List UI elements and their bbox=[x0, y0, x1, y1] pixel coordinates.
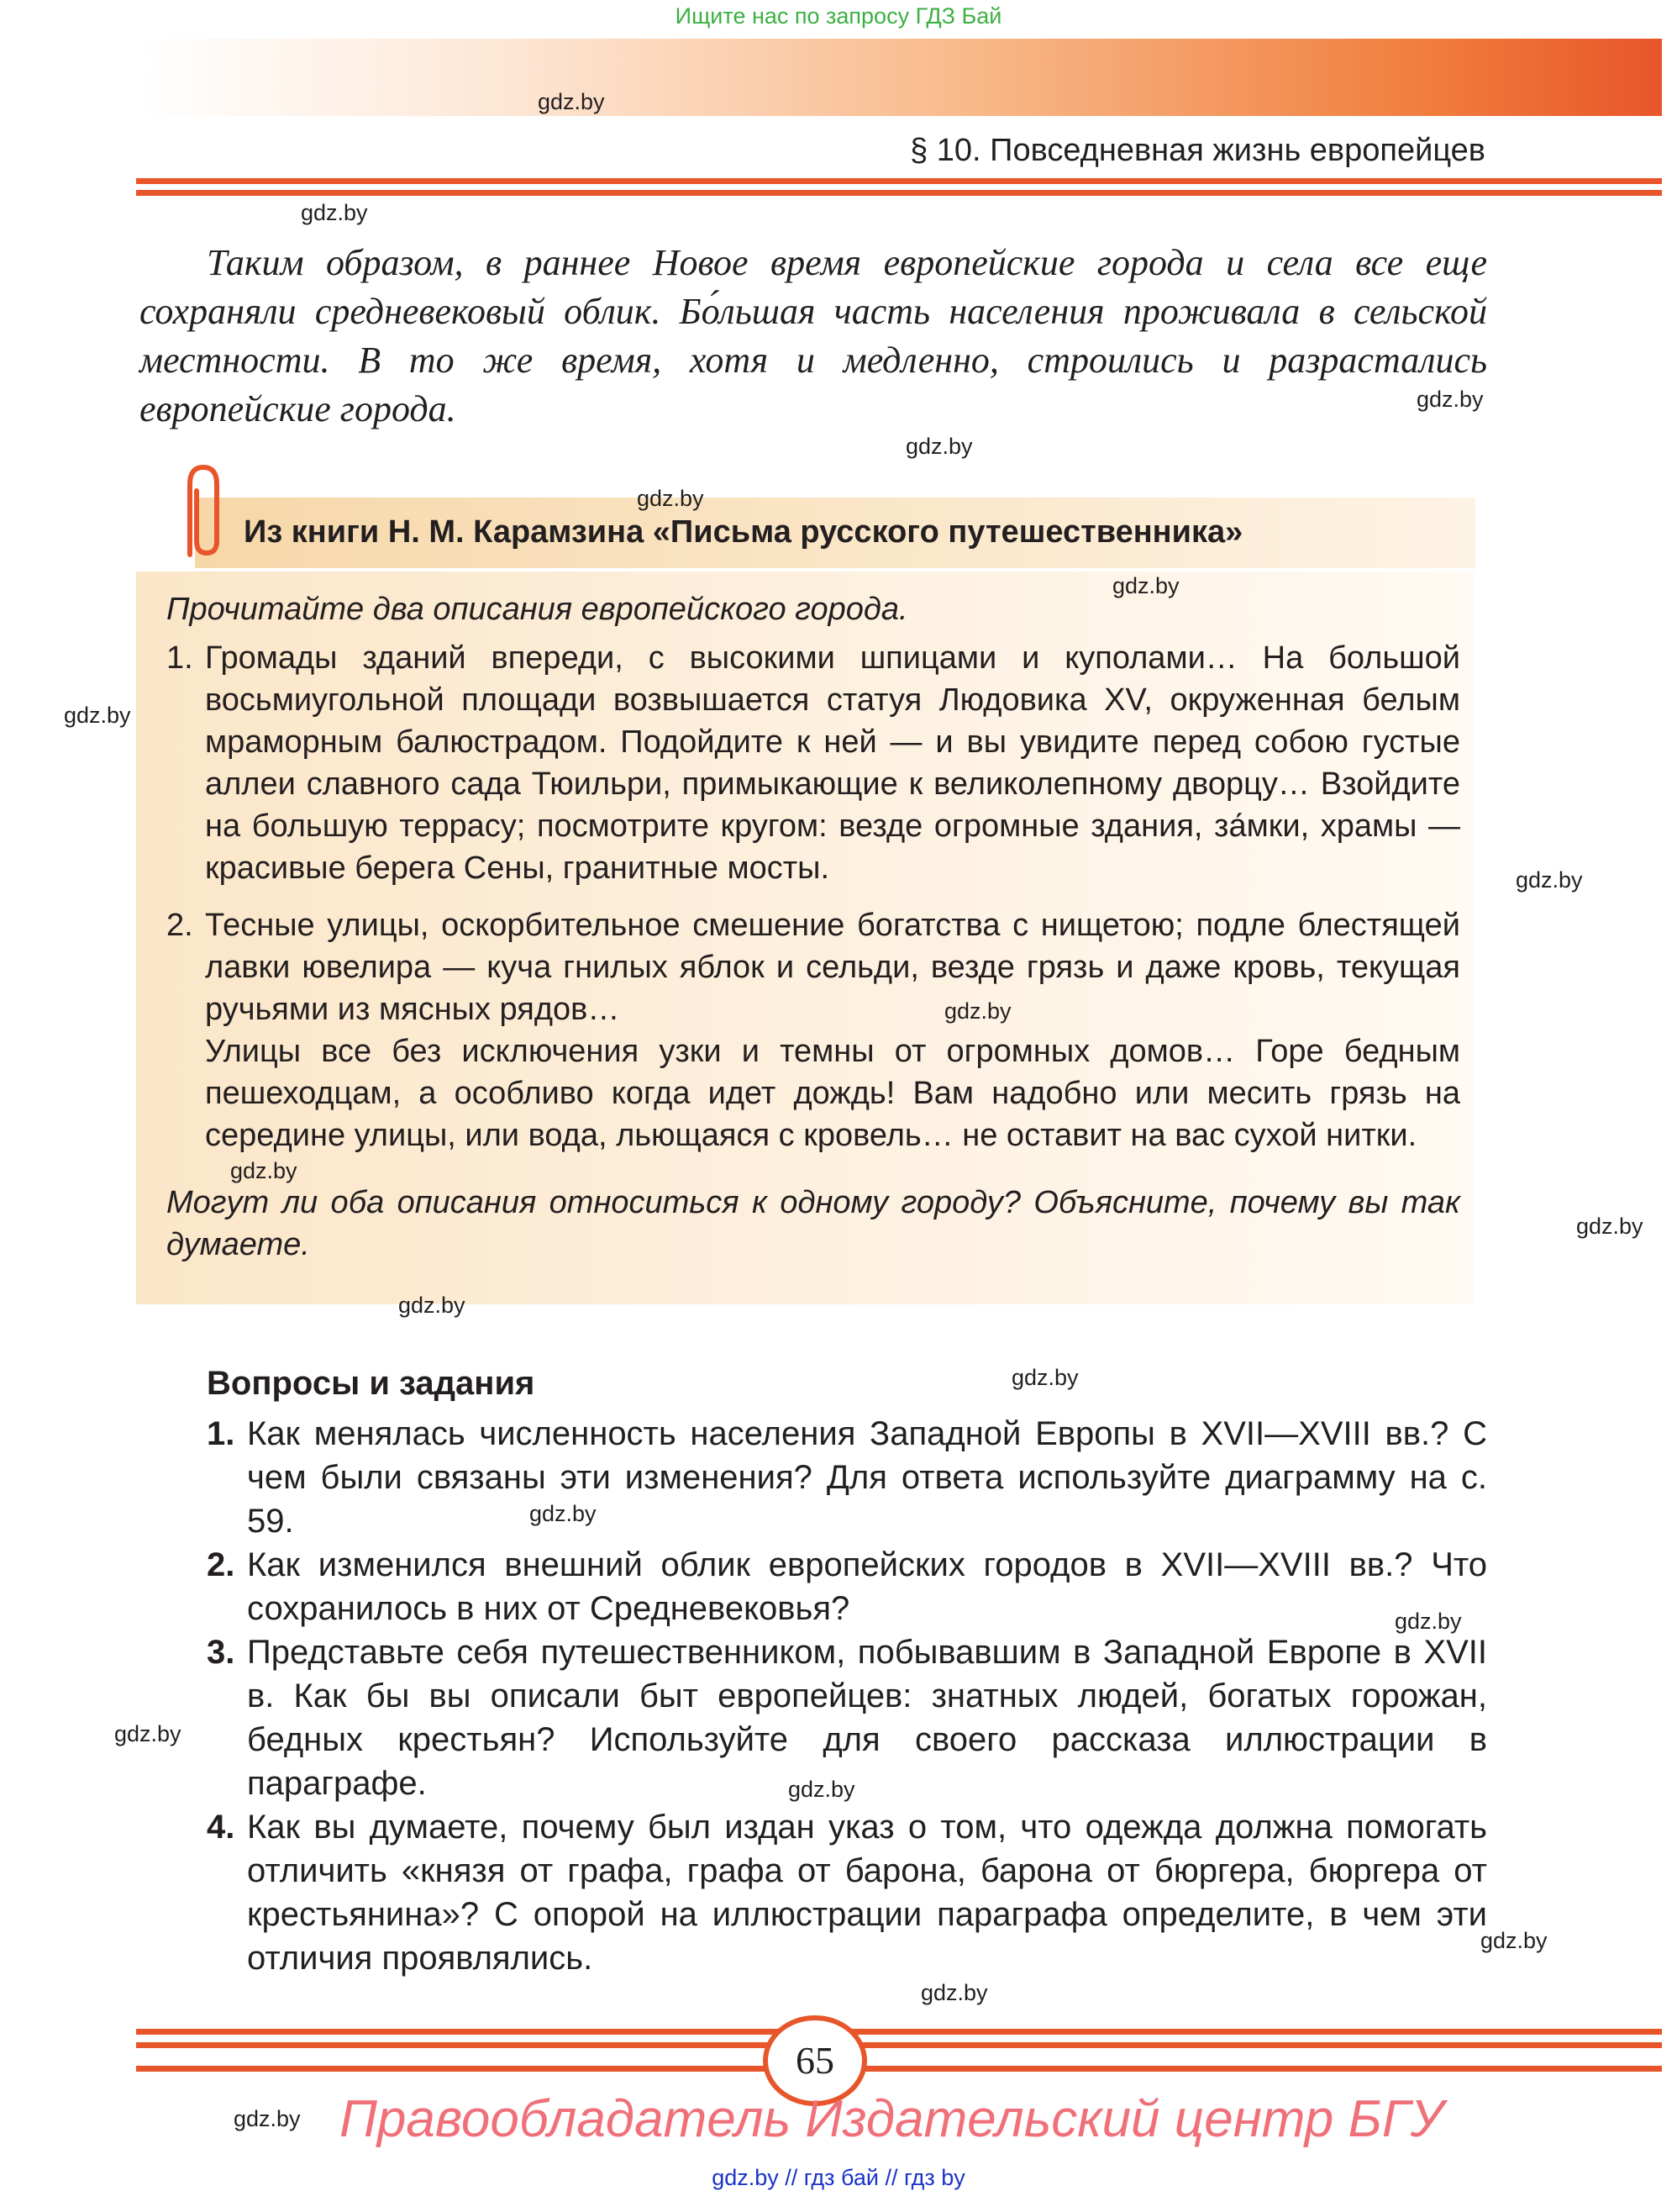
watermark: gdz.by bbox=[230, 1158, 297, 1183]
footer-rule bbox=[136, 2029, 1662, 2035]
page-header-title: § 10. Повседневная жизнь европейцев bbox=[910, 133, 1485, 168]
watermark: gdz.by bbox=[906, 434, 973, 459]
watermark: gdz.by bbox=[637, 486, 704, 511]
watermark: gdz.by bbox=[1480, 1928, 1548, 1953]
question-text: Как менялась численность населения Западной Европы в XVII—XVIII вв.? С чем были связаны эти изменения? Для ответа используйте диаграмму на с. 59. bbox=[247, 1415, 1487, 1540]
page-number: 65 bbox=[763, 2015, 867, 2106]
question-text: Как вы думаете, почему был издан указ о том, что одежда должна помогать отличить «князя от графа, графа от барона, барона от бюргера, бюргера от крестьянина»? С опорой на иллюстрации параграфа определите, в чем эти отличия проявлялись. bbox=[247, 1809, 1487, 1977]
questions-title: Вопросы и задания bbox=[207, 1365, 535, 1402]
question-number: 2. bbox=[207, 1546, 235, 1583]
watermark: gdz.by bbox=[944, 998, 1012, 1024]
watermark: gdz.by bbox=[1417, 387, 1484, 412]
watermark: gdz.by bbox=[529, 1501, 597, 1526]
top-search-link[interactable]: Ищите нас по запросу ГДЗ Бай bbox=[675, 3, 1002, 29]
question-number: 1. bbox=[207, 1415, 235, 1452]
source-question: Могут ли оба описания относиться к одному городу? Объясните, почему вы так думаете. bbox=[166, 1185, 1460, 1262]
watermark: gdz.by bbox=[538, 89, 605, 114]
header-rule bbox=[136, 178, 1662, 184]
watermark: gdz.by bbox=[234, 2106, 301, 2131]
source-item bbox=[166, 637, 1460, 889]
source-item-text: Тесные улицы, оскорбительное смешение богатства с нищетою; подле блестящей лавки ювелира — куча гнилых яблок и сельди, везде грязь и даже кровь, текущая ручьями из мясных рядов… bbox=[205, 908, 1460, 1027]
watermark: gdz.by bbox=[1012, 1365, 1079, 1390]
source-item-number: 2. bbox=[166, 908, 193, 943]
questions-list bbox=[207, 1412, 1487, 1980]
question-item bbox=[207, 1543, 1487, 1630]
source-intro: Прочитайте два описания европейского города. bbox=[166, 592, 908, 627]
header-rule bbox=[136, 190, 1662, 196]
source-item-number: 1. bbox=[166, 640, 193, 676]
watermark: gdz.by bbox=[1576, 1214, 1643, 1239]
watermark: gdz.by bbox=[1112, 573, 1180, 598]
watermark: gdz.by bbox=[921, 1980, 988, 2005]
watermark: gdz.by bbox=[398, 1293, 465, 1318]
source-box-title: Из книги Н. М. Карамзина «Письма русского путешественника» bbox=[244, 514, 1243, 550]
paperclip-icon bbox=[165, 461, 232, 560]
watermark: gdz.by bbox=[1516, 867, 1583, 893]
copyright-notice: Правообладатель Издательский центр БГУ bbox=[339, 2090, 1444, 2148]
bottom-links[interactable]: gdz.by // гдз бай // гдз by bbox=[712, 2165, 965, 2190]
watermark: gdz.by bbox=[788, 1777, 855, 1802]
question-number: 4. bbox=[207, 1809, 235, 1846]
question-item bbox=[207, 1805, 1487, 1980]
watermark: gdz.by bbox=[114, 1721, 181, 1746]
conclusion-paragraph: Таким образом, в раннее Новое время европейские города и села все еще сохраняли средневековый облик. Бо́льшая часть населения проживала в сельской местности. В то же время, хотя и медленно, строились и разрастались европейские города. bbox=[139, 242, 1487, 429]
footer-rule bbox=[136, 2066, 1662, 2072]
question-text: Как изменился внешний облик европейских городов в XVII—XVIII вв.? Что сохранилось в них от Средневековья? bbox=[247, 1546, 1487, 1627]
source-item bbox=[166, 904, 1460, 1156]
question-number: 3. bbox=[207, 1634, 235, 1671]
watermark: gdz.by bbox=[64, 703, 131, 728]
question-item bbox=[207, 1412, 1487, 1543]
header-band bbox=[145, 39, 1662, 116]
question-text: Представьте себя путешественником, побывавшим в Западной Европе в XVII в. Как бы вы описали быт европейцев: знатных людей, богатых горожан, бедных крестьян? Используйте для своего рассказа иллюстрации в параграфе. bbox=[247, 1634, 1487, 1802]
footer-rule bbox=[136, 2042, 1662, 2048]
watermark: gdz.by bbox=[301, 200, 368, 225]
source-item-text-continued: Улицы все без исключения узки и темны от огромных домов… Горе бедным пешеходцам, а особливо когда идет дождь! Вам надобно или месить грязь на середине улицы, или вода, льющаяся с кровель… не оставит на вас сухой нитки. bbox=[205, 1034, 1460, 1153]
watermark: gdz.by bbox=[1395, 1609, 1462, 1634]
source-item-text: Громады зданий впереди, с высокими шпицами и куполами… На большой восьмиугольной площади возвышается статуя Людовика XV, окруженная белым мраморным балюстрадом. Подойдите к ней — и вы увидите перед собою густые аллеи славного сада Тюильри, примыкающие к великолепному дворцу… Взойдите на большую террасу; посмотрите кругом: везде огромные здания, за́мки, храмы — красивые берега Сены, гранитные мосты. bbox=[205, 640, 1460, 886]
